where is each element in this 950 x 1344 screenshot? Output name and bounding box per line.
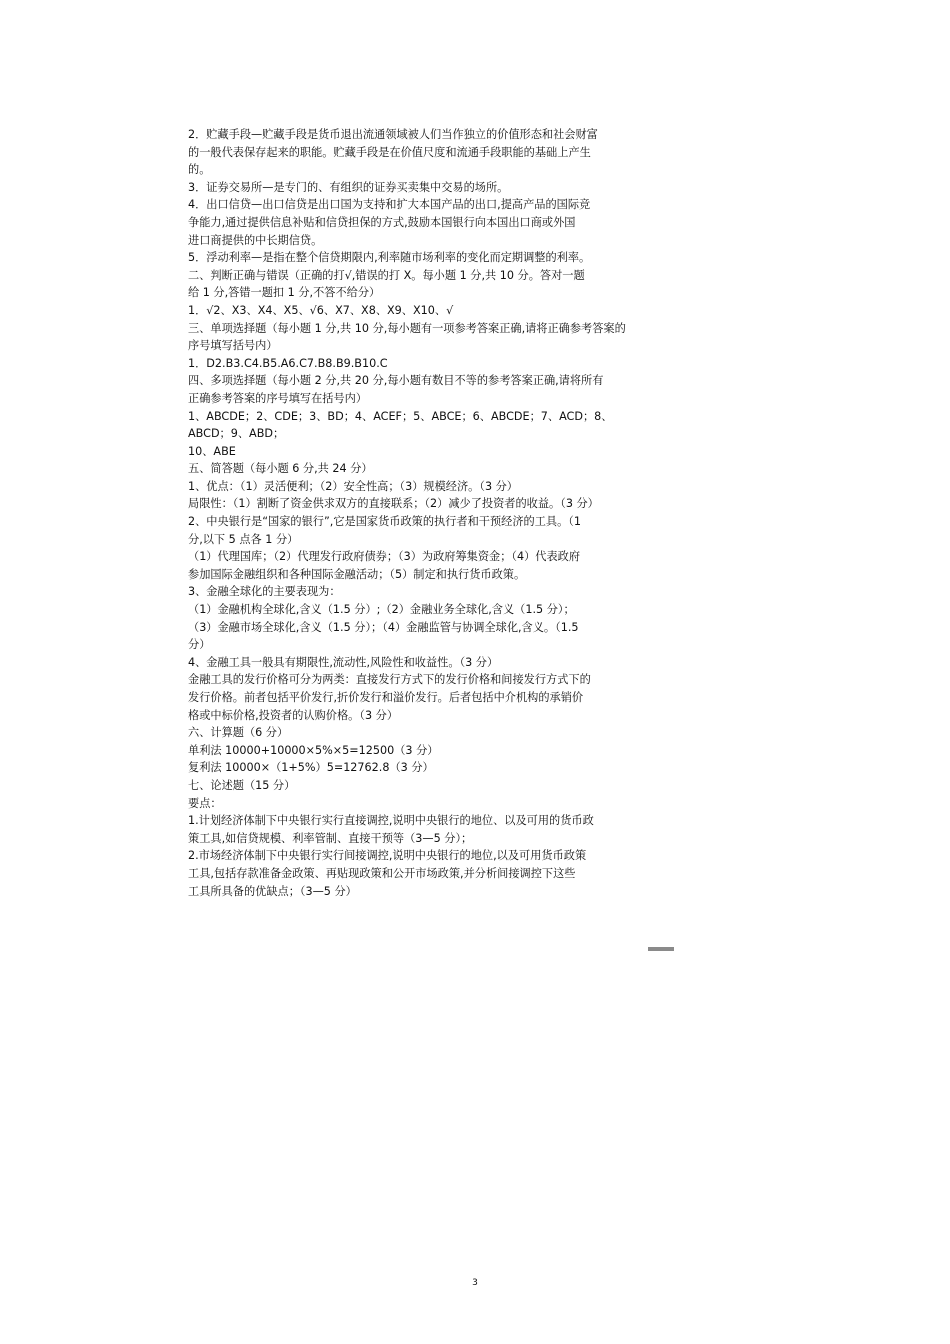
text-line: 发行价格。前者包括平价发行,折价发行和溢价发行。后者包括中介机构的承销价 — [188, 691, 584, 704]
page-number: 3 — [472, 1278, 478, 1288]
text-line: （1）金融机构全球化,含义（1.5 分）;（2）金融业务全球化,含义（1.5 分）； — [188, 603, 575, 617]
text-line: 2．贮藏手段—贮藏手段是货币退出流通领域被人们当作独立的价值形态和社会财富 — [188, 128, 598, 141]
text-line: 二、判断正确与错误（正确的打√,错误的打 X。每小题 1 分,共 10 分。答对一题 — [188, 268, 585, 282]
text-line: 1、ABCDE；2、CDE；3、BD；4、ACEF；5、ABCE；6、ABCDE；7、ACD；8、 — [188, 409, 613, 423]
text-line: 工具,包括存款准备金政策、再贴现政策和公开市场政策,并分析间接调控下这些 — [188, 866, 576, 880]
text-line: 4．出口信贷—出口信贷是出口国为支持和扩大本国产品的出口,提高产品的国际竞 — [188, 198, 591, 212]
text-line: 六、计算题（6 分） — [188, 726, 289, 740]
text-line: 争能力,通过提供信息补贴和信贷担保的方式,鼓励本国银行向本国出口商或外国 — [188, 215, 576, 229]
text-line: 2、中央银行是“国家的银行”,它是国家货币政策的执行者和干预经济的工具。（1 — [188, 515, 581, 529]
text-line: 金融工具的发行价格可分为两类：直接发行方式下的发行价格和间接发行方式下的 — [188, 673, 591, 687]
text-line: 分） — [188, 638, 211, 652]
document-body — [188, 126, 658, 900]
text-line: 分,以下 5 点各 1 分） — [188, 532, 299, 546]
text-line: 5．浮动利率—是指在整个信贷期限内,利率随市场利率的变化而定期调整的利率。 — [188, 251, 591, 265]
text-line: ABCD；9、ABD； — [188, 427, 285, 441]
text-line: 格或中标价格,投资者的认购价格。（3 分） — [188, 708, 399, 722]
text-line: 局限性：（1）割断了资金供求双方的直接联系；（2）减少了投资者的收益。（3 分） — [188, 497, 599, 511]
text-line: （3）金融市场全球化,含义（1.5 分）；（4）金融监管与协调全球化,含义。（1.5 — [188, 620, 579, 634]
text-line: 四、多项选择题（每小题 2 分,共 20 分,每小题有数目不等的参考答案正确,请将所有 — [188, 374, 604, 388]
text-line: 1.计划经济体制下中央银行实行直接调控,说明中央银行的地位、以及可用的货币政 — [188, 814, 594, 828]
text-line: 单利法 10000+10000×5%×5=12500（3 分） — [188, 743, 439, 757]
text-line: 3．证券交易所—是专门的、有组织的证券买卖集中交易的场所。 — [188, 180, 509, 194]
text-line: 进口商提供的中长期信贷。 — [188, 233, 323, 247]
text-line: 1．√2、X3、X4、X5、√6、X7、X8、X9、X10、√ — [188, 303, 454, 317]
text-line: 序号填写括号内） — [188, 339, 278, 353]
text-line: 的。 — [188, 163, 211, 177]
text-line: 1．D2.B3.C4.B5.A6.C7.B8.B9.B10.C — [188, 356, 388, 370]
text-line: （1）代理国库；（2）代理发行政府债券；（3）为政府筹集资金；（4）代表政府 — [188, 550, 581, 564]
text-line: 复利法 10000×（1+5%）5=12762.8（3 分） — [188, 761, 434, 775]
text-line: 参加国际金融组织和各种国际金融活动；（5）制定和执行货币政策。 — [188, 567, 526, 581]
text-line: 七、论述题（15 分） — [188, 778, 296, 792]
text-line: 1、优点：（1）灵活便利；（2）安全性高；（3）规模经济。（3 分） — [188, 479, 518, 493]
text-line: 的一般代表保存起来的职能。贮藏手段是在价值尺度和流通手段职能的基础上产生 — [188, 145, 591, 159]
text-line: 策工具,如信贷规模、利率管制、直接干预等（3—5 分）； — [188, 831, 473, 845]
text-line: 3、金融全球化的主要表现为： — [188, 585, 341, 599]
text-line: 10、ABE — [188, 444, 236, 458]
text-line: 给 1 分,答错一题扣 1 分,不答不给分） — [188, 286, 381, 300]
text-line: 4、金融工具一般具有期限性,流动性,风险性和收益性。（3 分） — [188, 655, 499, 669]
text-line: 五、简答题（每小题 6 分,共 24 分） — [188, 462, 373, 476]
text-line: 要点： — [188, 796, 222, 810]
text-line: 工具所具备的优缺点；（3—5 分） — [188, 884, 357, 898]
text-line: 正确参考答案的序号填写在括号内） — [188, 391, 368, 405]
text-line: 三、单项选择题（每小题 1 分,共 10 分,每小题有一项参考答案正确,请将正确参考答案的 — [188, 321, 626, 335]
separator-mark — [648, 947, 674, 951]
text-line: 2.市场经济体制下中央银行实行间接调控,说明中央银行的地位,以及可用货币政策 — [188, 849, 587, 863]
